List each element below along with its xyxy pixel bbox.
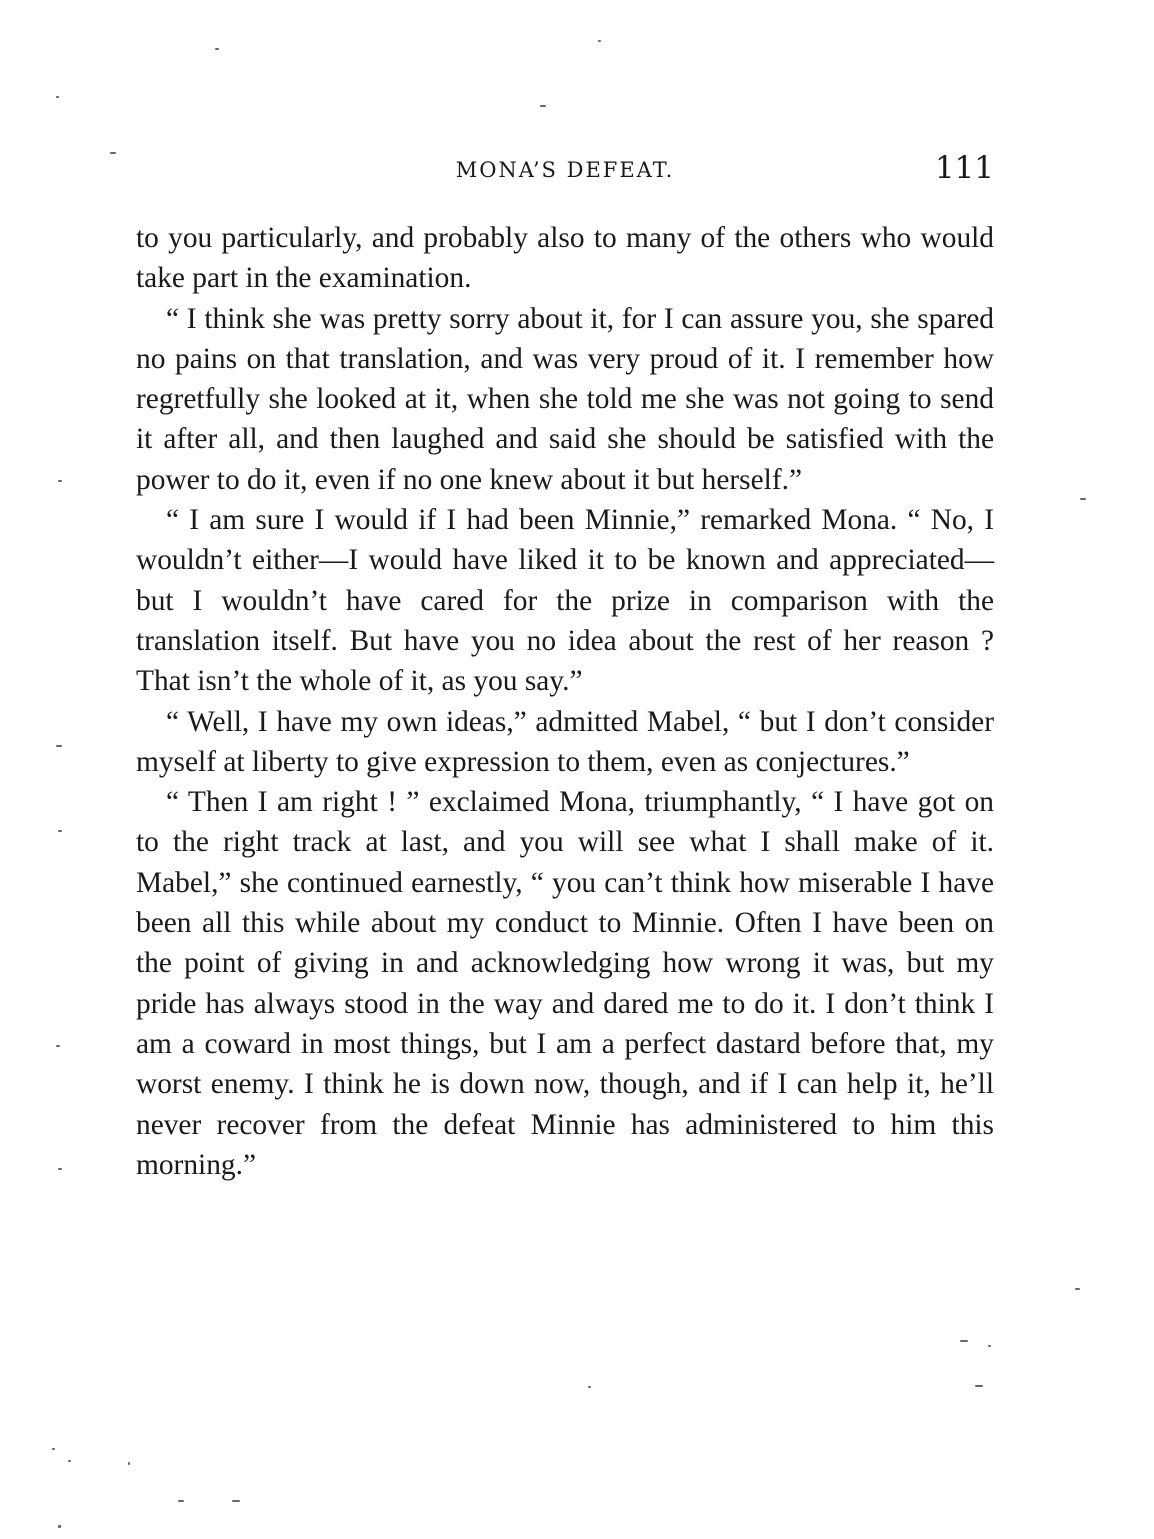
scan-speck: [58, 1168, 62, 1170]
scan-speck: [598, 40, 601, 42]
scan-speck: [128, 1462, 130, 1465]
body-text: [136, 218, 994, 1185]
page-number: 111: [934, 150, 994, 186]
scan-speck: [588, 1386, 591, 1388]
scan-speck: [540, 105, 546, 107]
scan-speck: [110, 152, 116, 154]
scan-speck: [960, 1340, 968, 1342]
scan-speck: [988, 1345, 991, 1347]
scan-speck: [975, 1385, 983, 1387]
paragraph-3: “ I am sure I would if I had been Minnie,” remarked Mona. “ No, I wouldn’t either—I would have liked it to be known and appreciated—but I wouldn’t have cared for the prize in comparison with the translation itself. But have you no idea about the rest of her reason ? That isn’t the whole of it, as you say.”: [136, 504, 994, 698]
scan-speck: [58, 830, 62, 832]
scan-speck: [56, 1045, 60, 1047]
scan-speck: [232, 1500, 240, 1502]
scan-speck: [1075, 1288, 1080, 1290]
paragraph-5: “ Then I am right ! ” exclaimed Mona, triumphantly, “ I have got on to the right track at last, and you will see what I shall make of it. Mabel,” she continued earnestly, “ you can’t think how miserable I have been all this while about my conduct to Minnie. Often I have been on the point of giving in and acknowledging how wrong it was, but my pride has always stood in the way and dared me to do it. I don’t think I am a coward in most things, but I am a perfect dastard before that, my worst enemy. I think he is down now, though, and if I can help it, he’ll never recover from the defeat Minnie has administered to him this morning.”: [136, 786, 994, 1181]
scan-speck: [215, 48, 219, 50]
paragraph-1: to you particularly, and probably also to many of the others who would take part in the examination.: [136, 222, 994, 295]
scan-speck: [1080, 498, 1086, 500]
paragraph-2: “ I think she was pretty sorry about it, for I can assure you, she spared no pains on that translation, and was very proud of it. I remember how regretfully she looked at it, when she told me she was not going to send it after all, and then laughed and said she should be satisfied with the power to do it, even if no one knew about it but herself.”: [136, 302, 994, 496]
scan-speck: [56, 96, 59, 98]
scan-speck: [178, 1500, 184, 1502]
scan-speck: [56, 745, 62, 747]
scan-speck: [68, 1460, 71, 1462]
scan-speck: [52, 1448, 55, 1450]
scan-speck: [58, 480, 62, 482]
page-header: [136, 150, 994, 190]
paragraph-4: “ Well, I have my own ideas,” admitted Mabel, “ but I don’t consider myself at liberty to give expression to them, even as conjectures.”: [136, 705, 994, 778]
scan-speck: [58, 1525, 61, 1528]
running-title: MONA’S DEFEAT.: [455, 158, 675, 182]
